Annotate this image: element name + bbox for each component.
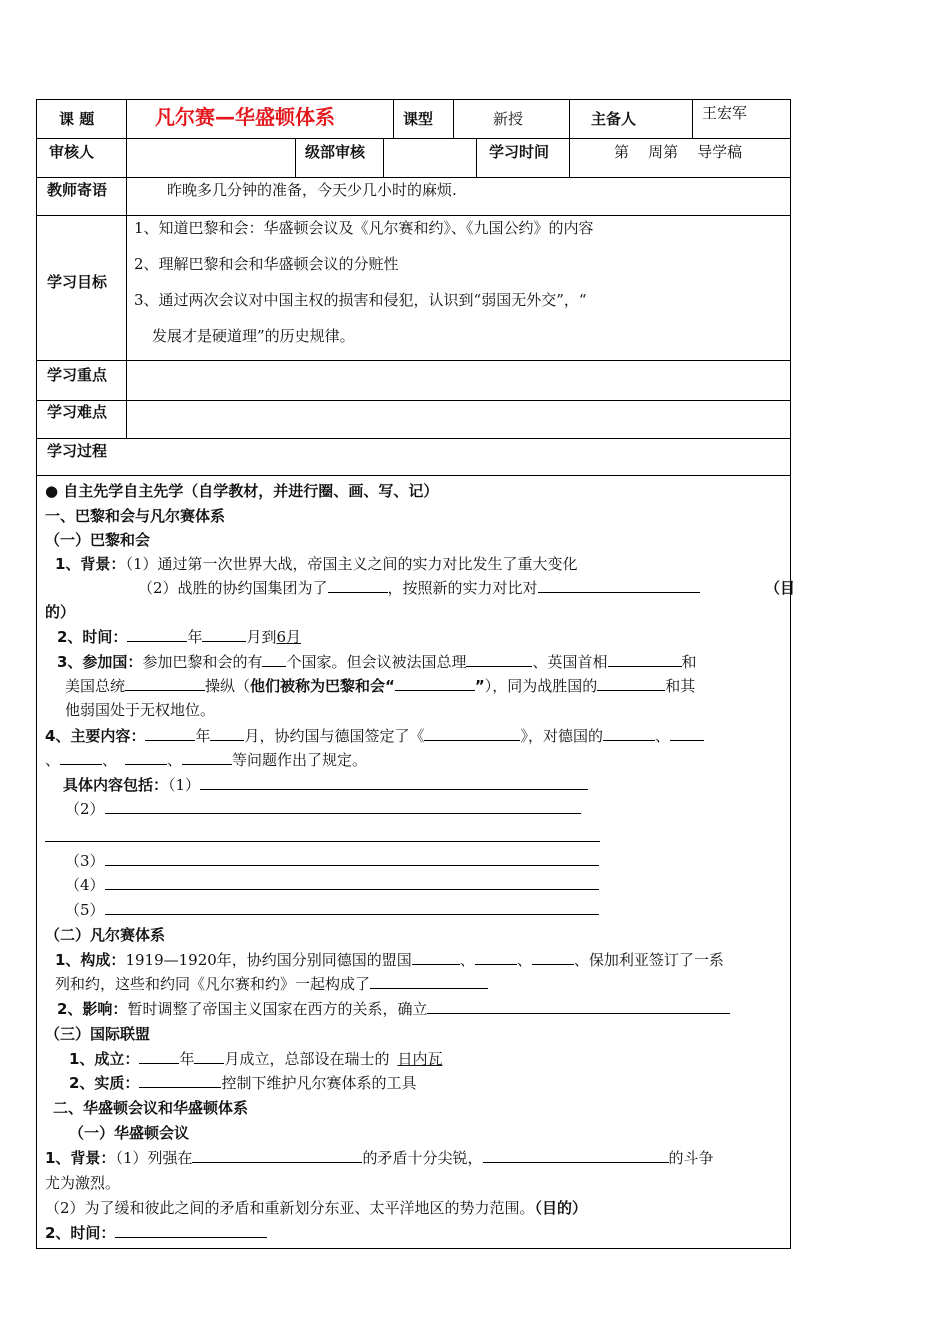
- text: 他弱国处于无权地位。: [65, 701, 216, 719]
- fill-blank[interactable]: [194, 1048, 224, 1064]
- washington-background-line: [45, 1197, 587, 1219]
- row-divider: [37, 360, 790, 361]
- self-study-heading: ● 自主先学自主先学（自学教材，并进行圈、画、写、记）: [45, 482, 439, 500]
- answer-rule[interactable]: [45, 841, 600, 842]
- col-divider: [453, 100, 454, 138]
- fill-blank[interactable]: [262, 651, 286, 667]
- fill-blank[interactable]: [105, 850, 599, 866]
- text: （1）列强在: [115, 1149, 193, 1167]
- reviewer-label: 审核人: [49, 143, 95, 161]
- row-divider: [37, 438, 790, 439]
- main-content-line: [45, 725, 704, 747]
- row-divider: [37, 400, 790, 401]
- text: 个国家。但会议被法国总理: [286, 653, 467, 671]
- difficulty-label: 学习难点: [47, 403, 108, 421]
- text: 年: [195, 727, 211, 745]
- fill-blank[interactable]: [370, 973, 488, 989]
- main-content-line: [45, 749, 367, 771]
- text: 、: [167, 751, 183, 769]
- section-heading: 二、华盛顿会议和华盛顿体系: [53, 1099, 249, 1117]
- item-label: 1、背景：: [45, 1149, 116, 1167]
- goals-label: 学习目标: [47, 273, 108, 291]
- goal-item: 2、理解巴黎和会和华盛顿会议的分赃性: [134, 255, 399, 273]
- participants-line: [65, 675, 695, 697]
- text: 的）: [45, 603, 76, 621]
- fill-blank[interactable]: [483, 1147, 669, 1163]
- influence-line: [57, 998, 730, 1020]
- text: 6月: [276, 628, 302, 646]
- item-label: 3、参加国：: [57, 653, 143, 671]
- preparer-value: 王宏军: [702, 104, 748, 122]
- text: 美国总统: [65, 677, 126, 695]
- detail-line: [63, 774, 588, 796]
- fill-blank[interactable]: [475, 949, 517, 965]
- participants-line: [57, 651, 697, 673]
- text: 、保加利亚签订了一系: [573, 951, 724, 969]
- detail-line: [65, 874, 599, 896]
- fill-blank[interactable]: [139, 1048, 179, 1064]
- fill-blank[interactable]: [670, 725, 704, 741]
- item-label: 1、构成：: [55, 951, 126, 969]
- text: 日内瓦: [397, 1050, 443, 1068]
- text: 参加巴黎和会的有: [142, 653, 263, 671]
- item-label: 4、主要内容：: [45, 727, 146, 745]
- text: 和其: [665, 677, 696, 695]
- row-divider: [37, 138, 790, 139]
- item-label: 1、成立：: [69, 1050, 140, 1068]
- col-divider: [393, 100, 394, 138]
- fill-blank[interactable]: [125, 675, 205, 691]
- text: 的斗争: [668, 1149, 714, 1167]
- detail-line: [65, 798, 581, 820]
- fill-blank[interactable]: [105, 899, 599, 915]
- text: 暂时调整了帝国主义国家在西方的关系，确立: [127, 1000, 428, 1018]
- text: ”: [474, 677, 485, 695]
- lesson-type-label: 课型: [403, 110, 434, 128]
- fill-blank[interactable]: [532, 949, 574, 965]
- item-label: 2、影响：: [57, 1000, 128, 1018]
- text: 年: [179, 1050, 195, 1068]
- col-divider: [476, 138, 477, 177]
- detail-line: [65, 899, 599, 921]
- text: （5）: [65, 901, 105, 919]
- topic-label: 课 题: [59, 110, 95, 128]
- text: （1）通过第一次世界大战，帝国主义之间的实力对比发生了重大变化: [125, 555, 578, 573]
- essence-line: [69, 1072, 416, 1094]
- washington-background-line: [45, 1147, 714, 1169]
- composition-line: [55, 949, 724, 971]
- text: （1）: [168, 776, 201, 794]
- text: （目: [765, 579, 796, 597]
- fill-blank[interactable]: [424, 725, 520, 741]
- fill-blank[interactable]: [466, 651, 532, 667]
- study-process-body: [45, 478, 796, 1248]
- time-line: [57, 626, 301, 648]
- col-divider: [383, 138, 384, 177]
- text: 、: [655, 727, 671, 745]
- item-label: 具体内容包括：: [63, 776, 169, 794]
- col-divider: [692, 100, 693, 138]
- item-label: 2、时间：: [57, 628, 128, 646]
- background-line: [55, 553, 577, 575]
- fill-blank[interactable]: [200, 774, 588, 790]
- goal-item: 1、知道巴黎和会：华盛顿会议及《凡尔赛和约》、《九国公约》的内容: [134, 219, 594, 237]
- text: 月成立，总部设在瑞士的: [224, 1050, 390, 1068]
- text: 控制下维护凡尔赛体系的工具: [221, 1074, 417, 1092]
- text: 》，对德国的: [520, 727, 603, 745]
- teacher-message-label: 教师寄语: [47, 181, 108, 199]
- col-divider: [569, 100, 570, 138]
- fill-blank[interactable]: [597, 675, 665, 691]
- subsection-heading: （一）巴黎和会: [45, 531, 151, 549]
- section-heading: 一、巴黎和会与凡尔赛体系: [45, 507, 226, 525]
- composition-line: [55, 973, 488, 995]
- text: 他们被称为巴黎和会“: [250, 677, 395, 695]
- fill-blank[interactable]: [427, 998, 730, 1014]
- goal-item: 3、通过两次会议对中国主权的损害和侵犯，认识到“弱国无外交”，“: [134, 291, 587, 309]
- fill-blank[interactable]: [182, 749, 232, 765]
- text: （2）: [65, 800, 105, 818]
- text: 月，协约国与德国签定了《: [244, 727, 425, 745]
- text: （4）: [65, 876, 105, 894]
- background-line: [138, 577, 700, 599]
- fill-blank[interactable]: [60, 749, 102, 765]
- washington-time-line: [45, 1222, 267, 1244]
- fill-blank[interactable]: [328, 577, 388, 593]
- fill-blank[interactable]: [105, 798, 581, 814]
- text: 尤为激烈。: [45, 1174, 121, 1192]
- text: （3）: [65, 852, 105, 870]
- text: 年: [187, 628, 203, 646]
- item-label: 1、背景：: [55, 555, 126, 573]
- item-label: 2、时间：: [45, 1224, 116, 1242]
- text: 列和约，这些和约同《凡尔赛和约》一起构成了: [55, 975, 371, 993]
- row-divider: [37, 475, 790, 476]
- text: 、: [516, 951, 532, 969]
- process-label: 学习过程: [47, 442, 108, 460]
- fill-blank[interactable]: [202, 626, 246, 642]
- fill-blank[interactable]: [210, 725, 244, 741]
- text: ，按照新的实力对比对: [387, 579, 538, 597]
- item-label: 2、实质：: [69, 1074, 140, 1092]
- text: ），同为战胜国的: [484, 677, 598, 695]
- row-divider: [37, 177, 790, 178]
- text: 操纵（: [205, 677, 251, 695]
- fill-blank[interactable]: [115, 1222, 267, 1238]
- text: 的矛盾十分尖锐，: [362, 1149, 483, 1167]
- goal-item: 发展才是硬道理”的历史规律。: [152, 327, 355, 345]
- col-divider: [569, 138, 570, 177]
- text: 、: [102, 751, 118, 769]
- detail-line: [65, 850, 599, 872]
- fill-blank[interactable]: [127, 626, 187, 642]
- lesson-type-value: 新授: [493, 110, 524, 128]
- study-time-label: 学习时间: [489, 143, 550, 161]
- fill-blank[interactable]: [105, 874, 599, 890]
- text: （2）为了缓和彼此之间的矛盾和重新划分东亚、太平洋地区的势力范围。: [45, 1199, 535, 1217]
- fill-blank[interactable]: [538, 577, 700, 593]
- fill-blank[interactable]: [395, 675, 475, 691]
- text: 和: [681, 653, 697, 671]
- focus-label: 学习重点: [47, 366, 108, 384]
- col-divider: [295, 138, 296, 177]
- text: 月到: [246, 628, 277, 646]
- established-line: [69, 1048, 442, 1070]
- subsection-heading: （一）华盛顿会议: [69, 1124, 190, 1142]
- col-divider: [126, 100, 127, 438]
- teacher-message-text: 昨晚多几分钟的准备，今天少几小时的麻烦.: [167, 181, 457, 199]
- page-title: 凡尔赛—华盛顿体系: [155, 105, 335, 129]
- fill-blank[interactable]: [139, 1072, 221, 1088]
- subsection-heading: （三）国际联盟: [45, 1025, 151, 1043]
- subsection-heading: （二）凡尔赛体系: [45, 926, 166, 944]
- fill-blank[interactable]: [608, 651, 682, 667]
- fill-blank[interactable]: [145, 725, 195, 741]
- preparer-label: 主备人: [591, 110, 637, 128]
- row-divider: [37, 215, 790, 216]
- fill-blank[interactable]: [125, 749, 167, 765]
- text: （2）战胜的协约国集团为了: [138, 579, 328, 597]
- text: 1919—1920年，协约国分别同德国的盟国: [125, 951, 412, 969]
- grade-review-label: 级部审核: [305, 143, 366, 161]
- fill-blank[interactable]: [412, 949, 460, 965]
- text: 等问题作出了规定。: [232, 751, 368, 769]
- fill-blank[interactable]: [603, 725, 655, 741]
- study-guide-sheet: [36, 99, 796, 1249]
- study-time-value: 第 周第 导学稿: [614, 143, 743, 161]
- text: 、: [459, 951, 475, 969]
- fill-blank[interactable]: [192, 1147, 362, 1163]
- text: 、: [45, 751, 61, 769]
- text: 、英国首相: [532, 653, 608, 671]
- text: （目的）: [534, 1199, 588, 1217]
